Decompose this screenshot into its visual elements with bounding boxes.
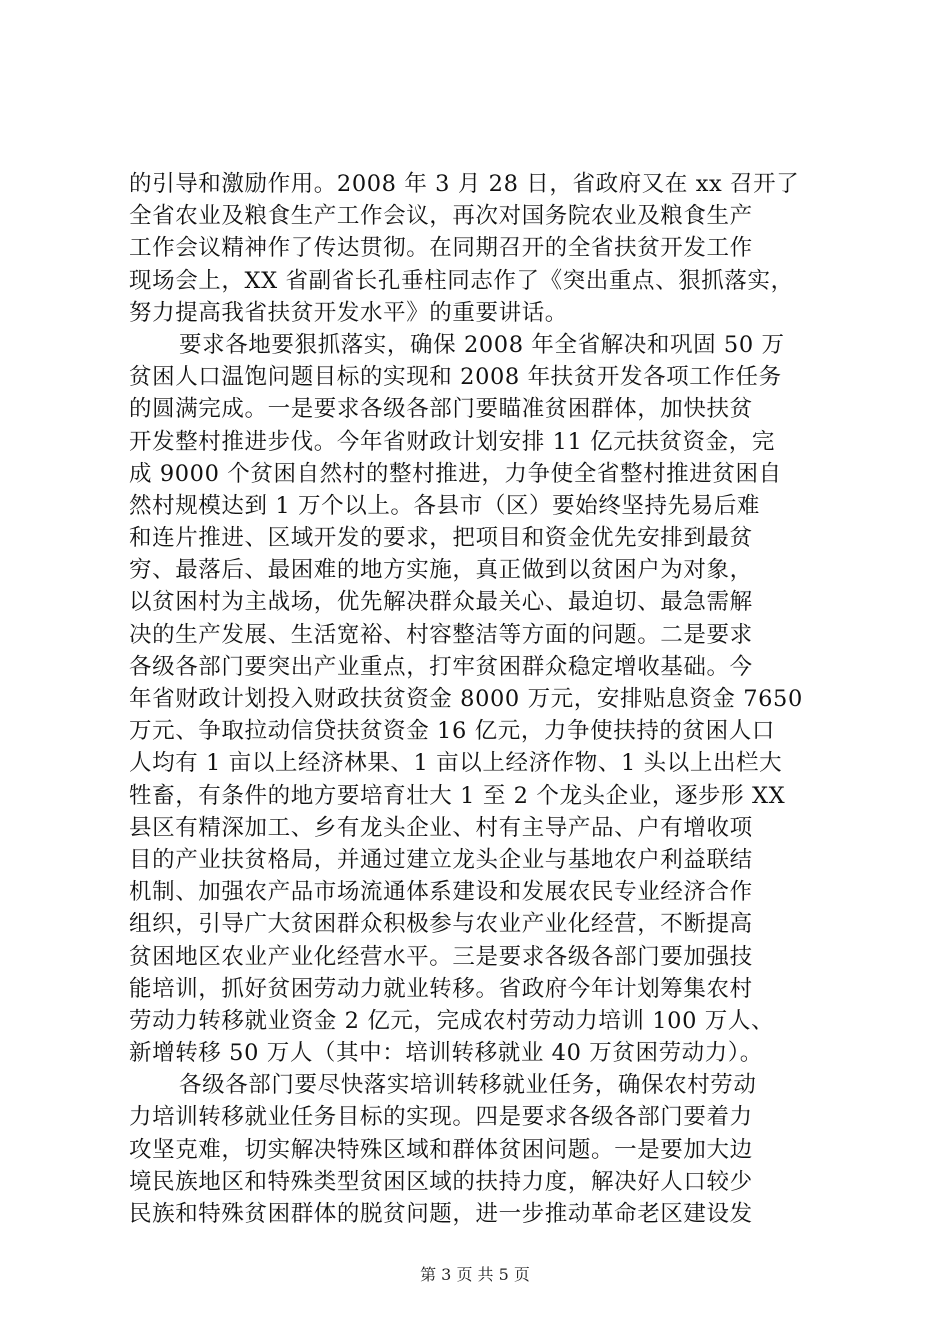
- text-line: 和连片推进、区域开发的要求，把项目和资金优先安排到最贫: [129, 525, 753, 552]
- text-line: 境民族地区和特殊类型贫困区域的扶持力度，解决好人口较少: [129, 1168, 753, 1195]
- text-line: 各级各部门要突出产业重点，打牢贫困群众稳定增收基础。今: [129, 653, 753, 680]
- text-line: 的圆满完成。一是要求各级各部门要瞄准贫困群体，加快扶贫: [129, 396, 753, 423]
- text-line: 年省财政计划投入财政扶贫资金 8000 万元，安排贴息资金 7650: [129, 686, 803, 712]
- paragraph-first-line: 要求各地要狠抓落实，确保 2008 年全省解决和巩固 50 万: [179, 331, 785, 358]
- paragraph-first-line: 各级各部门要尽快落实培训转移就业任务，确保农村劳动: [179, 1072, 757, 1099]
- text-line: 贫困地区农业产业化经营水平。三是要求各级各部门要加强技: [129, 943, 753, 970]
- text-line: 努力提高我省扶贫开发水平》的重要讲话。: [129, 299, 568, 326]
- text-line: 穷、最落后、最困难的地方实施，真正做到以贫困户为对象，: [129, 557, 753, 584]
- text-line: 目的产业扶贫格局，并通过建立龙头企业与基地农户利益联结: [129, 846, 753, 873]
- text-line: 机制、加强农产品市场流通体系建设和发展农民专业经济合作: [129, 879, 753, 906]
- text-line: 组织，引导广大贫困群众积极参与农业产业化经营，不断提高: [129, 911, 753, 938]
- text-line: 万元、争取拉动信贷扶贫资金 16 亿元，力争使扶持的贫困人口: [129, 718, 775, 745]
- text-line: 现场会上，XX 省副省长孔垂柱同志作了《突出重点、狠抓落实，: [129, 267, 794, 294]
- text-line: 贫困人口温饱问题目标的实现和 2008 年扶贫开发各项工作任务: [129, 364, 782, 391]
- text-line: 新增转移 50 万人（其中：培训转移就业 40 万贫困劳动力）。: [129, 1040, 763, 1067]
- text-line: 力培训转移就业任务目标的实现。四是要求各级各部门要着力: [129, 1104, 753, 1131]
- text-line: 成 9000 个贫困自然村的整村推进，力争使全省整村推进贫困自: [129, 460, 782, 487]
- text-line: 民族和特殊贫困群体的脱贫问题，进一步推动革命老区建设发: [129, 1201, 753, 1227]
- text-line: 能培训，抓好贫困劳动力就业转移。省政府今年计划筹集农村: [129, 975, 753, 1002]
- text-line: 牲畜，有条件的地方要培育壮大 1 至 2 个龙头企业，逐步形 XX: [129, 782, 786, 809]
- text-line: 决的生产发展、生活宽裕、村容整洁等方面的问题。二是要求: [129, 621, 753, 648]
- page-number-footer: 第 3 页 共 5 页: [420, 1265, 530, 1284]
- text-line: 全省农业及粮食生产工作会议，再次对国务院农业及粮食生产: [129, 203, 753, 230]
- text-line: 然村规模达到 1 万个以上。各县市（区）要始终坚持先易后难: [129, 492, 761, 519]
- body-text: [129, 168, 829, 1230]
- text-line: 劳动力转移就业资金 2 亿元，完成农村劳动力培训 100 万人、: [129, 1007, 775, 1034]
- text-line: 以贫困村为主战场，优先解决群众最关心、最迫切、最急需解: [129, 589, 753, 616]
- text-line: 的引导和激励作用。2008 年 3 月 28 日，省政府又在 xx 召开了: [129, 171, 800, 197]
- text-line: 工作会议精神作了传达贯彻。在同期召开的全省扶贫开发工作: [129, 235, 753, 262]
- text-line: 开发整村推进步伐。今年省财政计划安排 11 亿元扶贫资金，完: [129, 428, 775, 455]
- text-line: 攻坚克难，切实解决特殊区域和群体贫困问题。一是要加大边: [129, 1136, 753, 1163]
- text-line: 县区有精深加工、乡有龙头企业、村有主导产品、户有增收项: [129, 814, 753, 841]
- text-line: 人均有 1 亩以上经济林果、1 亩以上经济作物、1 头以上出栏大: [129, 750, 783, 777]
